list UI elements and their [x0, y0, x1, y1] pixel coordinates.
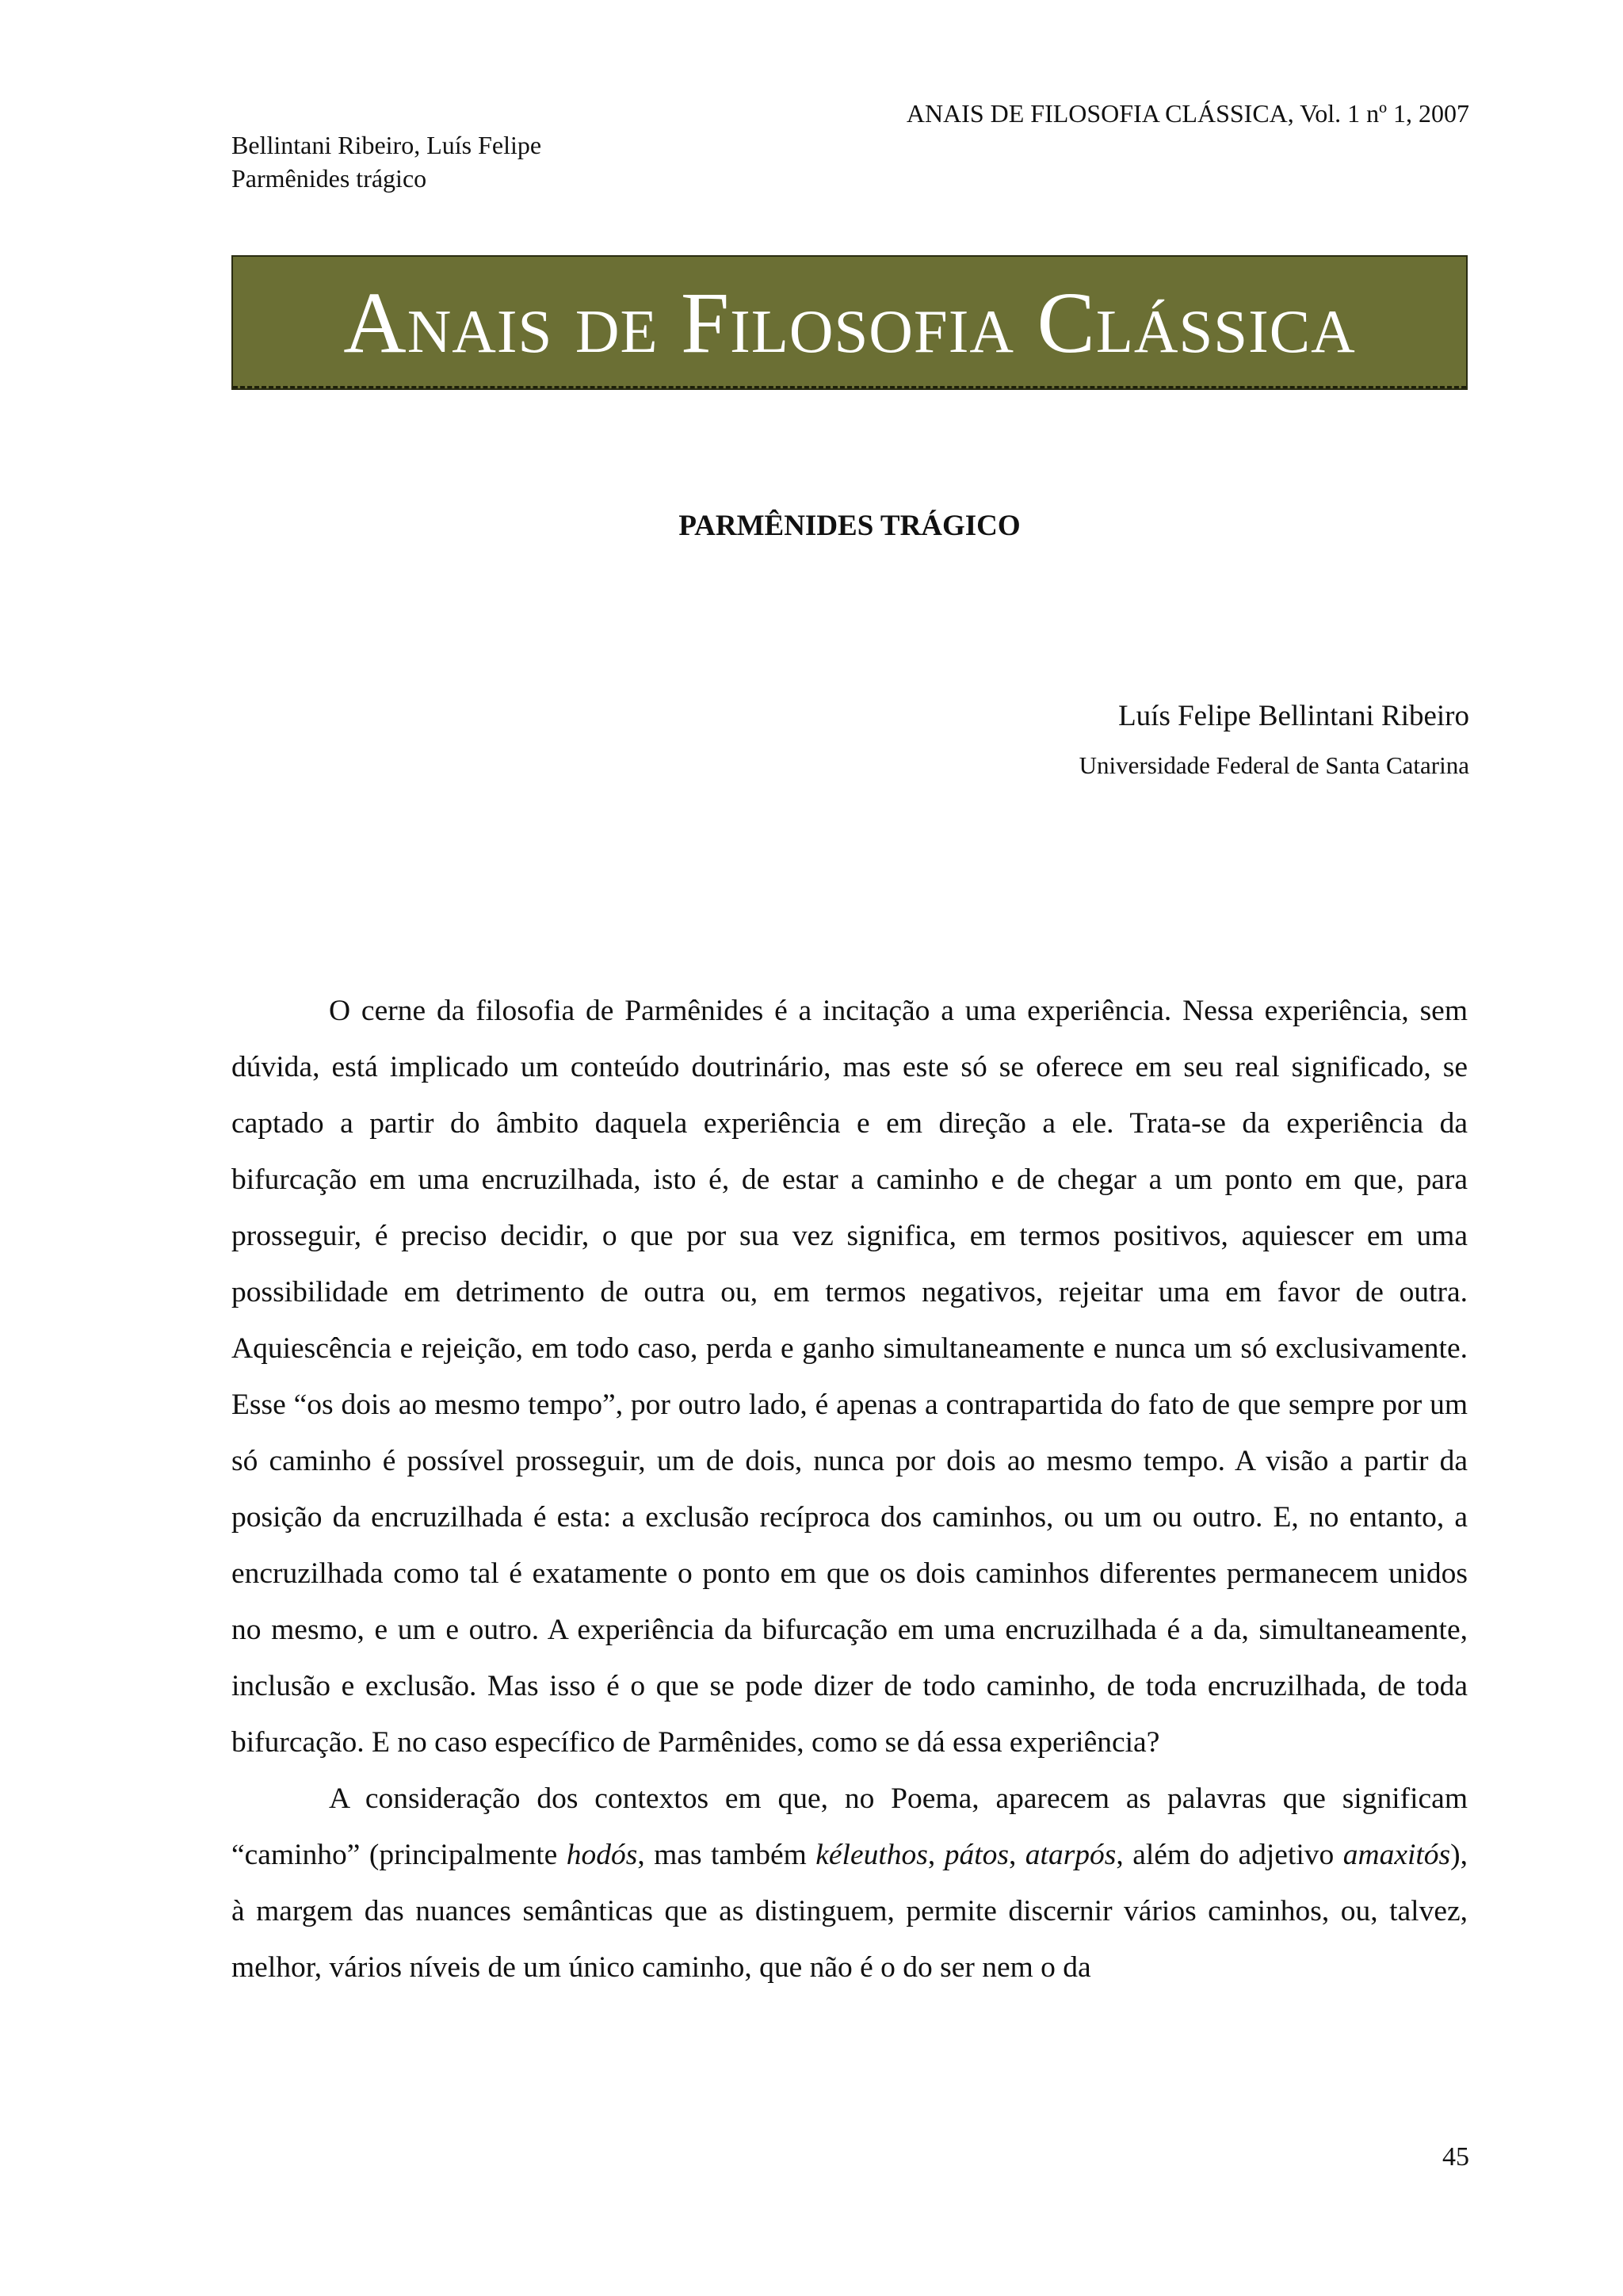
- greek-term: kéleuthos: [815, 1839, 928, 1871]
- journal-banner-title: Anais de Filosofia Clássica: [343, 274, 1356, 371]
- article-body: [231, 983, 1468, 1996]
- paragraph-2-text: A consideração dos contextos em que, no Poema, aparecem as palavras que significam “caminho” (principalmente: [231, 1782, 1468, 1871]
- article-title: PARMÊNIDES TRÁGICO: [678, 510, 1021, 542]
- paragraph-2-text: , mas também: [637, 1839, 816, 1871]
- paragraph-2-text: ,: [1008, 1839, 1025, 1871]
- banner-dashed-rule: [233, 386, 1466, 388]
- greek-term: pátos: [944, 1839, 1009, 1871]
- page-number: 45: [1442, 2142, 1469, 2172]
- paragraph-2-text: ), à margem das nuances semânticas que as distinguem, permite discernir vários caminhos, ou, talvez, melhor, vários níveis de um único caminho, que não é o do ser nem o da: [231, 1839, 1468, 1984]
- journal-banner: [231, 255, 1468, 390]
- author-affiliation: Universidade Federal de Santa Catarina: [1079, 751, 1469, 779]
- paragraph-2: [231, 1771, 1468, 1996]
- paragraph-2-text: , além do adjetivo: [1116, 1839, 1343, 1871]
- running-header-author: Bellintani Ribeiro, Luís Felipe: [231, 131, 542, 159]
- running-header-title: Parmênides trágico: [231, 164, 427, 193]
- greek-term: atarpós: [1025, 1839, 1117, 1871]
- greek-term: hodós: [566, 1839, 638, 1871]
- journal-issue-header: ANAIS DE FILOSOFIA CLÁSSICA, Vol. 1 nº 1, 2007: [906, 99, 1469, 128]
- greek-term: amaxitós: [1342, 1839, 1451, 1871]
- article-author: Luís Felipe Bellintani Ribeiro: [1118, 700, 1469, 732]
- running-header: [231, 128, 541, 195]
- paragraph-1: O cerne da filosofia de Parmênides é a incitação a uma experiência. Nessa experiência, sem dúvida, está implicado um conteúdo doutrinário, mas este só se oferece em seu real significado, se captado a partir do âmbito daquela experiência e em direção a ele. Trata-se da experiência da bifurcação em uma encruzilhada, isto é, de estar a caminho e de chegar a um ponto em que, para prosseguir, é preciso decidir, o que por sua vez significa, em termos positivos, aquiescer em uma possibilidade em detrimento de outra ou, em termos negativos, rejeitar uma em favor de outra. Aquiescência e rejeição, em todo caso, perda e ganho simultaneamente e nunca um só exclusivamente. Esse “os dois ao mesmo tempo”, por outro lado, é apenas a contrapartida do fato de que sempre por um só caminho é possível prosseguir, um de dois, nunca por dois ao mesmo tempo. A visão a partir da posição da encruzilhada é esta: a exclusão recíproca dos caminhos, ou um ou outro. E, no entanto, a encruzilhada como tal é exatamente o ponto em que os dois caminhos diferentes permanecem unidos no mesmo, e um e outro. A experiência da bifurcação em uma encruzilhada é a da, simultaneamente, inclusão e exclusão. Mas isso é o que se pode dizer de todo caminho, de toda encruzilhada, de toda bifurcação. E no caso específico de Parmênides, como se dá essa experiência?: [231, 995, 1468, 1759]
- paragraph-2-text: ,: [927, 1839, 945, 1871]
